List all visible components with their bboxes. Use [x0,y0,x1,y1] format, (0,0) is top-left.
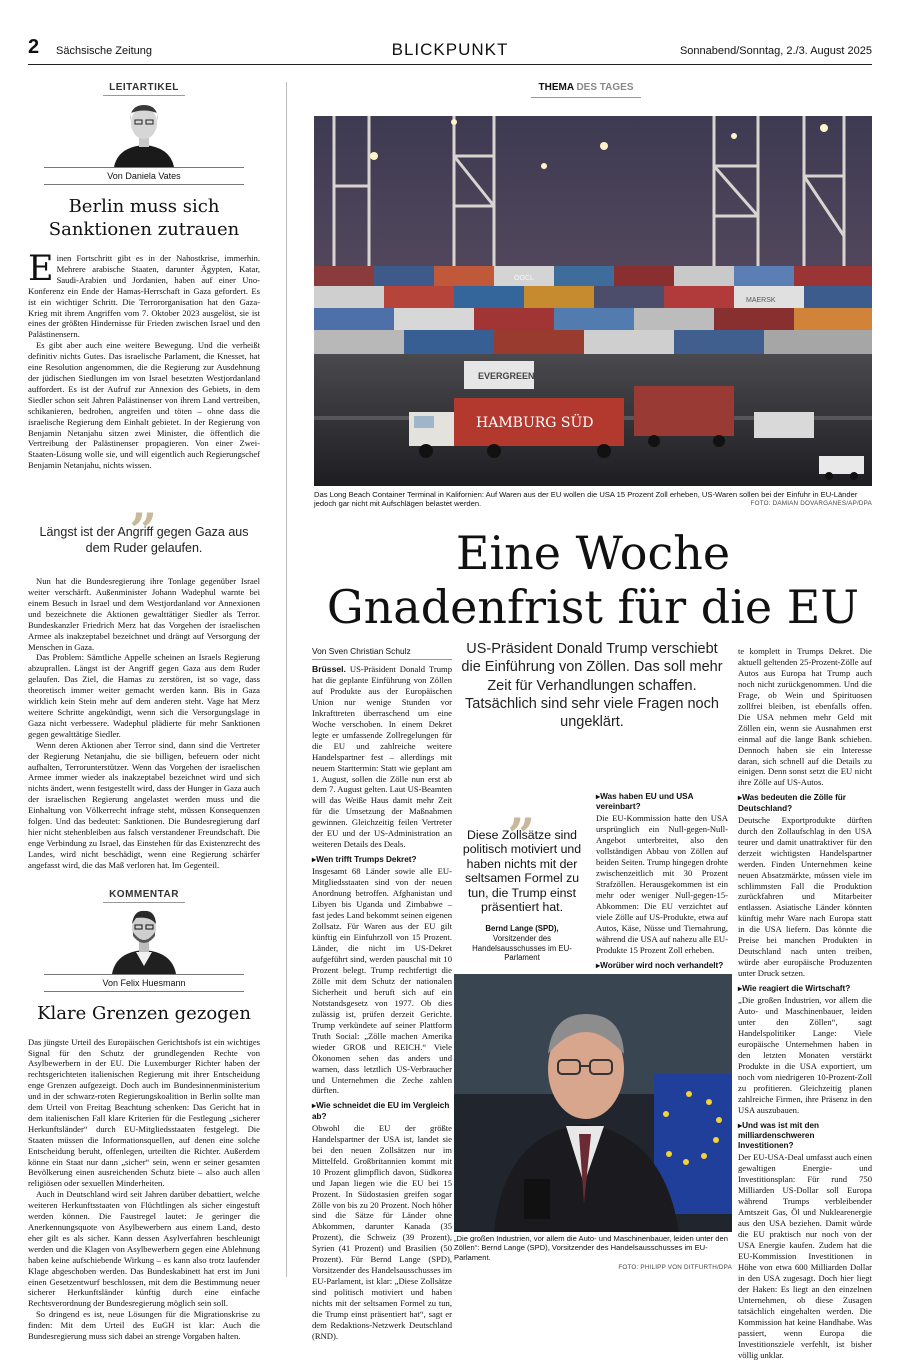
leitartikel-paragraph: Nun hat die Bundesregierung ihre Tonlage gegenüber Israel weiter verschärft. Außenminister Johann Wadephul warnte bei einem Besuch in Israel und dem Westjordanland vor Annexionen und bezeichnete die Aktionen gewalttätiger Siedler als Terror. Bundeskanzler Friedrich Merz hat das Vorgehen der israelischen Armee als inakzeptabel bezeichnet und drängt auf Versorgung der Menschen in Gaza. [28,576,260,652]
thema-kicker: THEMA DES TAGES [538,82,634,93]
subheading: ▸ Wie reagiert die Wirtschaft? [738,984,872,994]
leitartikel-title: Berlin muss sich Sanktionen zutrauen [48,196,240,240]
article-column-1: Brüssel. US-Präsident Donald Trump hat die geplante Einführung von Zöllen auf Produkte aus der Europäischen Union nur wenige Stunden vor Inkrafttreten überraschend um eine Woche verschoben. In einem Dekret legte er umfassende Zollregelungen für die EU und zahlreiche weitere Handelspartner fest – allerdings mit neuem Starttermin: Statt wie geplant am 1. August, sollen die Zölle nun erst ab dem 7. August gelten. Laut US-Beamten will das Weiße Haus damit mehr Zeit für die Umsetzung der Maßnahmen gewinnen. Gleichzeitig feilen Vertreter der EU und der US-Administration an weiteren Details des Deals. ▸ Wen trifft Trumps Dekret? Insgesamt 68 Länder sowie alle EU-Mitgliedsstaaten sind von der neuen Anordnung betroffen. Afghanistan und Libyen bis Uganda und Zimbabwe – fast jedes Land bekommt seinen eigenen Zollsatz. Für Waren aus der EU gilt künftig ein Einfuhrzoll von 15 Prozent. Länder, die nicht im US-Dekret aufgeführt sind, werden pauschal mit 10 Prozent belegt. Trump rechtfertigt die Zölle mit dem Schutz der nationalen Sicherheit und beruft sich auf ein Notstandsgesetz von 1977. Ob dies zulässig ist, prüfen derzeit Gerichte. Trump verkündete auf seiner Plattform Truth Social: „Zölle machen Amerika wieder GROß und REICH.“ Viele Ökonomen sehen das anders und warnen, dass letztlich US-Verbraucher und Unternehmen die Zeche zahlen dürften. ▸ Wie schneidet die EU im Vergleich ab? Obwohl die EU der größte Handelspartner der USA ist, landet sie bei den neuen Zollsätzen nur im Mittelfeld. Großbritannien kommt mit 10 Prozent glimpflich davon, Südkorea und Japan liegen wie die EU bei 15 Prozent. In Südostasien greifen sogar Zölle von bis zu 20 Prozent. Noch höher sind die Sätze für Länder ohne Abkommen, darunter Kanada (35 Prozent), die Schweiz (39 Prozent), Syrien (41 Prozent) und Brasilien (50 Prozent). Für Bernd Lange (SPD), Vorsitzender des Handelsausschusses im EU-Parlament, ist klar: „Diese Zollsätze sind politisch motiviert und haben nichts mit der seltsamen Formel zu tun, die Trump einst präsentiert hat“, sagt er dem Redaktions-Netzwerk Deutschland (RND). [312,664,452,1342]
leitartikel-paragraph: Es gibt aber auch eine weitere Bewegung. Und die verheißt definitiv nichts Gutes. Das israelische Parlament, die Knesset, hat eine Resolution angenommen, die die Regierung zur Ausdehnung der jüdischen Siedlungen im von Israel besetzten Westjordanland auffordert. Es ist der Aufruf zur Annexion des Gebiets, in dem Siedler schon seit Jahren Palästinenser von ihrem Land vertreiben, schikanieren, bedrohen, angreifen und töten – ohne dass die israelische Regierung dem Einhalt gebietet. In der Regierung von Benjamin Netanjahu sitzen zwei Minister, die öffentlich die Vertreibung der Palästinenser propagieren. Von einer Zwei-Staaten-Lösung wolle sie, und will eigentlich auch Regierungschef Benjamin Netanjahu, nichts wissen. [28,340,260,471]
evergreen-sign: EVERGREEN [478,371,535,381]
dateline: Brüssel. [312,664,346,674]
photo-credit: FOTO: DAMIAN DOVARGANES/AP/DPA [750,500,872,507]
article-subtitle: US-Präsident Donald Trump verschiebt die Einführung von Zöllen. Das soll mehr Zeit für Verhandlungen schaffen. Tatsächlich sind sehr viele Fragen noch ungeklärt. [461,641,723,731]
kommentar-kicker: KOMMENTAR [28,887,260,906]
photo-caption: Das Long Beach Container Terminal in Kalifornien: Auf Waren aus der EU wollen die USA 15 Prozent Zoll erheben, US-Waren sollen bei der Einfuhr in EU-Länder jedoch gar nicht mit Aufschlägen belastet werden. [314,490,858,509]
oocl-sign: OOCL [514,275,534,282]
subheading: ▸ Worüber wird noch verhandelt? [596,961,728,971]
kommentar-paragraph: So dringend es ist, neue Lösungen für die Migrationskrise zu finden: Mit dem Urteil des EuGH ist klar: Auch die Bundesregierung muss sich dabei an strenge Vorgaben halten. [28,1309,260,1342]
leitartikel-byline: Von Daniela Vates [44,168,244,185]
quote-source: Bernd Lange (SPD), Vorsitzender des Handelsausschusses im EU-Parlament [472,924,572,963]
author-portrait-huesmann [44,906,244,975]
quote-mark-icon: „ [130,476,158,533]
column-divider [286,82,287,1277]
photo2-credit: FOTO: PHILIPP VON DITFURTH/DPA [618,1264,732,1271]
hamburg-sued-sign: HAMBURG SÜD [476,415,594,431]
article-author: Von Sven Christian Schulz [312,646,452,660]
leitartikel-kicker: LEITARTIKEL [28,80,260,99]
container-terminal-photo [314,116,872,486]
kommentar-byline: Von Felix Huesmann [44,975,244,992]
photo2-caption: „Die großen Industrien, vor allem die Auto- und Maschinenbauer, leiden unter den Zöllen“: Bernd Lange (SPD), Vorsitzender des Handelsausschusses im EU-Parlament. [454,1234,728,1262]
kommentar-body [28,1037,260,1342]
subheading: ▸ Was bedeuten die Zölle für Deutschland? [738,793,872,813]
subheading: ▸ Was haben EU und USA vereinbart? [596,792,728,812]
issue-date: Sonnabend/Sonntag, 2./3. August 2025 [679,45,872,57]
subheading: ▸ Und was ist mit den milliardenschweren Investitionen? [738,1121,872,1152]
pull-quote-text: Längst ist der Angriff gegen Gaza aus dem Ruder gelaufen. [39,525,249,555]
quote-text: Diese Zollsätze sind politisch motiviert und haben nichts mit der seltsamen Formel zu tun, die Trump einst präsentiert hat. [462,828,582,915]
author-portrait-vates [44,99,244,168]
kommentar-paragraph: Auch in Deutschland wird seit Jahren darüber debattiert, welche weiteren Herkunftsstaaten von Flüchtlingen als sicher eingestuft werden können. Die Faustregel lautet: Je geringer die Anerkennungsquote von Asylbewerbern aus einem Land, desto eher gilt es als sicher. Kann dessen Asylverfahren beschleunigt werden und die Klagen von Asylbewerbern gegen eine Ablehnung haben keine aufschiebende Wirkung – es kann also trotz laufender Klage abgeschoben werden. Das Bundeskabinett hat erst im Juni einen Gesetzentwurf beschlossen, mit dem die Bestimmung neuer sicherer Herkunftsländer künftig durch eine einfache Rechtsverordnung der Bundesregierung möglich sein soll. [28,1189,260,1309]
section-title: BLICKPUNKT [391,40,509,59]
leitartikel-body-bottom [28,576,260,870]
article-column-4: te komplett in Trumps Dekret. Die aktuell geltenden 25-Prozent-Zölle auf Autos aus Europa hat Trump auch noch nicht zurückgenommen. Und die Frage, ob Wein und Spirituosen zollfrei bleiben, ist ebenfalls offen. Die USA nehmen mehr Geld mit Zöllen ein, wenn sie Ausnahmen erst einmal auf die lange Bank schieben. Dennoch haben sie ein Interesse daran, sich schnell auf die Details zu einigen. Denn sonst setzt die EU nicht ihre Zölle auf US-Autos. ▸ Was bedeuten die Zölle für Deutschland? Deutsche Exportprodukte dürften durch den Zollaufschlag in den USA teurer und damit unattraktiver für den derzeit wichtigsten Handelspartner werden. Finden Unternehmen keine neuen Absatzmärkte, müssen viele im schlimmsten Fall die Produktion zurückfahren und Mitarbeiter entlassen. Asiatische Länder könnten künftig mehr Ware nach Europa statt in die USA liefern. Das könnte die Preise bei manchen Produkten in Deutschland nach unten treiben, würde aber europäische Produzenten unter Druck setzen. ▸ Wie reagiert die Wirtschaft? „Die großen Industrien, vor allem die Auto- und Maschinenbauer, leiden unter den Zöllen“, sagt Handelspolitiker Lange: Viele europäische Unternehmen haben in den letzten Monaten verstärkt Produkte in die USA exportiert, um noch vom niedrigeren 10-Prozent-Zoll zu profitieren. Gleichzeitig planen zahlreiche Firmen, ihre Präsenz in den USA auszubauen. ▸ Und was ist mit den milliardenschweren Investitionen? Der EU-USA-Deal umfasst auch einen gewaltigen Energie- und Investitionsplan: Für rund 750 Milliarden US-Dollar soll Europa während Trumps verbleibender Amtszeit Gas, Öl und Nuklearenergie aus den USA beziehen. Damit würde die EU praktisch nur noch von der USA Energie kaufen. Zudem hat die EU-Kommission Investitionen in Höhe von etwa 600 Milliarden Dollar in den USA zugesagt. Doch hier liegt der Haken: Es liegt an den einzelnen Unternehmen, ob diese Zusagen tatsächlich eingehalten werden. Die Kommission hat keine Handhabe. Was passiert, wenn Europa die Investitionsziele verfehlt, ist bisher völlig unklar. [738,646,872,1361]
left-column [28,80,260,1342]
bernd-lange-photo [454,974,732,1232]
kommentar-title: Klare Grenzen gezogen [37,1002,251,1024]
article-pull-quote [458,781,586,963]
leitartikel-body-top [28,249,260,471]
main-headline: Eine Woche Gnadenfrist für die EU [326,526,860,634]
article-column-3: ▸ Was haben EU und USA vereinbart? Die EU-Kommission hatte den USA ursprünglich ein Null-gegen-Null-Angebot unterbreitet, also den vollständigen Abbau von Zöllen auf beiden Seiten. Trump hingegen drohte zwischenzeitlich mit 30 Prozent Strafzöllen. Herausgekommen ist ein mehr oder weniger Null-gegen-15-Abkommen: Die EU verzichtet auf viele Zölle auf US-Produkte, etwa auf Autos, Käse, Nüsse und Tiernahrung, während die USA auf nahezu alle EU-Produkte 15 Prozent Zoll erheben. ▸ Worüber wird noch verhandelt? [596,792,728,1049]
subheading: ▸ Wie schneidet die EU im Vergleich ab? [312,1101,452,1121]
leitartikel-paragraph: Einen Fortschritt gibt es in der Nahostkrise, immerhin. Mehrere arabische Staaten, darunter Ägypten, Katar, Saudi-Arabien und Jordanien, haben auf einer Uno-Konferenz ein Ende der Hamas-Herrschaft in Gaza gefordert. Es ist ein wichtiger Schritt. Die Terrororganisation hat den Gaza-Krieg mit ihrem Angriffen vom 7. Oktober 2023 ausgelöst, sie ist eines der größten Hindernisse für Frieden zwischen Israel und den Palästinensern. [28,249,260,340]
leitartikel-paragraph: Wenn deren Aktionen aber Terror sind, dann sind die Vertreter der Regierung Netanjahu, die sie billigen, befeuern oder nicht aufhalten, Terrorunterstützer. Wenn das Vorgehen der israelischen Armee immer wieder als inakzeptabel bezeichnet wird und sich nichts ändert, wenn festgestellt wird, dass der Hunger in Gaza auch der israelischen Regierung angelastet werden muss und die Einhaltung von Völkerrecht infrage steht, müssen Konsequenzen folgen. Und das bedeutet: Sanktionen. Die Bundesregierung darf hier nicht stehenbleiben aus falsch verstandener Freundschaft. Die enge Verbindung zu Israel, das Einstehen für das Existenzrecht des Landes, wird nicht beschädigt, wenn eine Regierung schärfer angefasst wird, die das Maß verloren hat. Im Gegenteil. [28,739,260,870]
maersk-sign: MAERSK [746,297,776,304]
subheading: ▸ Wen trifft Trumps Dekret? [312,855,452,865]
quote-mark-icon: „ [508,781,536,837]
page-header [28,36,872,65]
kommentar-paragraph: Das jüngste Urteil des Europäischen Gerichtshofs ist ein wichtiges Signal für den Schutz der grundlegenden Rechte von Asylbewerbern in der EU. Die Luxemburger Richter haben der rechtsgerichteten italienischen Regierung mit ihrer Entscheidung enge Grenzen aufgezeigt. Doch auch im Bundesinnenministerium und in der schwarz-roten Regierungskoalition in Berlin sollte man dem Urteil von Freitag Beachtung schenken: Das Gericht hat in dem italienischen Fall klare Kriterien für die Festlegung „sicherer Herkunftsländer“ durch EU-Mitgliedsstaaten festgelegt. Die Staaten müssen die Informationsquellen, auf denen eine solche Entscheidung beruht, offenlegen, urteilten die Richter. Außerdem könne ein Staat nur dann „sicher“ sein, wenn er seiner gesamten Bevölkerung einen ausreichenden Schutz biete – also auch allen religiösen oder sexuellen Minderheiten. [28,1036,260,1189]
leitartikel-paragraph: Das Problem: Sämtliche Appelle scheinen an Israels Regierung abzuprallen. Längst ist der Angriff gegen Gaza aus dem Ruder gelaufen. Das Ziel, die Hamas zu zerstören, ist so vage, dass theoretisch immer weiter gemacht werden kann. Bis in Gaza wirklich kein Stein mehr auf dem anderen steht. Vage hat Merz weitere Schritte angekündigt, wenn sich die Versorgungslage in Gaza nicht verbessere. Wadephul plädierte für mehr Sanktionen gegen gewalttätige Siedler. [28,652,260,739]
thema-des-tages [300,80,872,1360]
page-number: 2 [28,36,40,58]
thema-rule [531,97,641,98]
newspaper-name: Sächsische Zeitung [56,45,152,57]
leitartikel-pull-quote [28,476,260,556]
